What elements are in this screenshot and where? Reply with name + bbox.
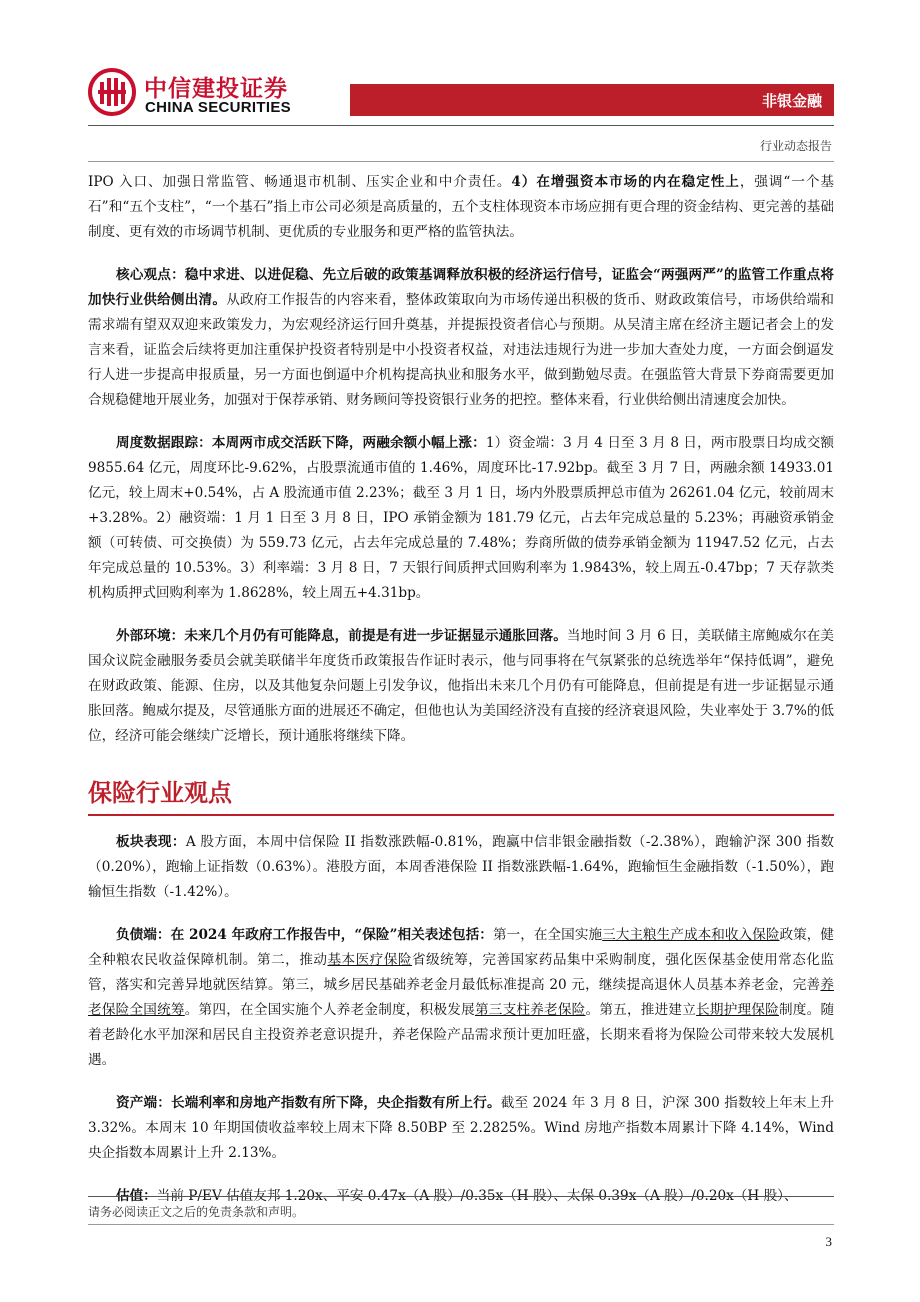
bold-lead: 核心观点：稳中求进、以进促稳、先立后破的政策基调释放积极的经济运行信号，证监会“两强两严”的监管工作重点将加快行业供给侧出清。 xyxy=(88,267,834,308)
underlined-term: 三大主粮生产成本和收入保险 xyxy=(602,927,780,943)
paragraph-weekly-data xyxy=(88,431,834,606)
text-run: IPO 入口、加强日常监管、畅通退市机制、压实企业和中介责任。 xyxy=(88,174,512,190)
text-run: ，强调“一个基石”和“五个支柱”，“一个基石”指上市公司必须是高质量的，五个支柱体现资本市场应拥有更合理的资金结构、更完善的基础制度、更有效的市场调节机制、更优质的专业服务和更严格的监管执法。 xyxy=(88,174,834,240)
footer-divider xyxy=(88,1196,834,1197)
paragraph-asset-side xyxy=(88,1091,834,1166)
page-header xyxy=(88,66,834,126)
bold-lead: 4）在增强资本市场的内在稳定性上 xyxy=(511,174,740,190)
header-divider xyxy=(88,125,834,126)
text-run: 截至 2024 年 3 月 8 日，沪深 300 指数较上年末上升 3.32%。本周末 10 年期国债收益率较上周末下降 8.50BP 至 2.2825%。Wind 房地产指数本周累计下降 4.14%，Wind 央企指数本周累计上升 2.13%。 xyxy=(88,1095,835,1161)
text-run: 。第四，在全国实施个人养老金制度，积极发展 xyxy=(184,1002,475,1018)
text-run: 政策，健全种粮农民收益保障机制。第二，推动 xyxy=(88,927,835,968)
underlined-term: 第三支柱养老保险 xyxy=(474,1002,586,1018)
paragraph-external-environment xyxy=(88,624,834,749)
header-divider-secondary xyxy=(88,161,834,162)
china-securities-logo-icon xyxy=(88,68,136,116)
bold-lead: 外部环境：未来几个月仍有可能降息，前提是有进一步证据显示通胀回落。 xyxy=(116,628,567,644)
paragraph-capital-market xyxy=(88,170,834,245)
brand-name-cn: 中信建投证券 xyxy=(144,76,288,102)
brand-name-en: CHINA SECURITIES xyxy=(145,99,291,116)
report-type: 行业动态报告 xyxy=(759,139,832,153)
bold-lead: 板块表现： xyxy=(116,834,186,850)
sector-badge xyxy=(350,84,834,116)
section-title-insurance: 保险行业观点 xyxy=(88,767,834,816)
text-run: 第一，在全国实施 xyxy=(492,927,603,943)
text-run: 。第五，推进建立 xyxy=(585,1002,697,1018)
bold-lead: 资产端：长端利率和房地产指数有所下降，央企指数有所上行。 xyxy=(116,1095,501,1111)
main-content xyxy=(88,170,834,1227)
page-number: 3 xyxy=(825,1234,832,1249)
paragraph-liability-side xyxy=(88,923,834,1073)
text-run: 1）资金端：3 月 4 日至 3 月 8 日，两市股票日均成交额 9855.64 亿元，周度环比-9.62%，占股票流通市值的 1.46%，周度环比-17.92bp。截至 3 月 7 日，两融余额 14933.01 亿元，较上周末+0.54%，占 A 股流通市值 2.23%；截至 3 月 1 日，场内外股票质押总市值为 26261.04 亿元，较前周末+3.28%。2）融资端：1 月 1 日至 3 月 8 日，IPO 承销金额为 181.79 亿元，占去年完成总量的 5.23%；再融资承销金额（可转债、可交换债）为 559.73 亿元，占去年完成总量的 7.48%；券商所做的债券承销金额为 11947.52 亿元，占去年完成总量的 10.53%。3）利率端：3 月 8 日，7 天银行间质押式回购利率为 1.9843%，较上周五-0.47bp；7 天存款类机构质押式回购利率为 1.8628%，较上周五+4.31bp。 xyxy=(88,435,834,601)
paragraph-sector-performance xyxy=(88,830,834,905)
text-run: 从政府工作报告的内容来看，整体政策取向为市场传递出积极的货币、财政政策信号，市场供给端和需求端有望双双迎来政策发力，为宏观经济运行回升奠基，并提振投资者信心与预期。从吴清主席在经济主题记者会上的发言来看，证监会后续将更加注重保护投资者特别是中小投资者权益，对违法违规行为进一步加大查处力度，一方面会倒逼发行人进一步提高申报质量，另一方面也倒逼中介机构提高执业和服务水平，做到勤勉尽责。在强监管大背景下券商需要更加合规稳健地开展业务，加强对于保荐承销、财务顾问等投资银行业务的把控。整体来看，行业供给侧出清速度会加快。 xyxy=(88,292,835,408)
underlined-term: 长期护理保险 xyxy=(696,1002,779,1018)
text-run: 省级统筹，完善国家药品集中采购制度，强化医保基金使用常态化监管，落实和完善异地就医结算。第三，城乡居民基础养老金月最低标准提高 20 元，继续提高退休人员基本养老金，完善 xyxy=(88,952,835,993)
bold-lead: 负债端：在 2024 年政府工作报告中，“保险”相关表述包括： xyxy=(116,927,493,943)
paragraph-core-view xyxy=(88,263,834,413)
underlined-term: 基本医疗保险 xyxy=(327,952,412,968)
text-run: 当前 P/EV 估值友邦 1.20x、平安 0.47x（A 股）/0.35x（H 股）、太保 0.39x（A 股）/0.20x（H 股）、 xyxy=(156,1188,798,1204)
footer-divider-secondary xyxy=(88,1224,834,1225)
underlined-term: 养老保险全国统筹 xyxy=(88,977,834,1018)
text-run: A 股方面，本周中信保险 II 指数涨跌幅-0.81%，跑赢中信非银金融指数（-2.38%），跑输沪深 300 指数（0.20%），跑输上证指数（0.63%）。港股方面，本周香港保险 II 指数涨跌幅-1.64%，跑输恒生金融指数（-1.50%），跑输恒生指数（-1.42%）。 xyxy=(88,834,834,900)
bold-lead: 估值： xyxy=(116,1188,157,1204)
sector-label: 非银金融 xyxy=(761,92,822,110)
bold-lead: 周度数据跟踪：本周两市成交活跃下降，两融余额小幅上涨： xyxy=(116,435,486,451)
disclaimer-note: 请务必阅读正文之后的免责条款和声明。 xyxy=(88,1205,305,1219)
text-run: 当地时间 3 月 6 日，美联储主席鲍威尔在美国众议院金融服务委员会就美联储半年度货币政策报告作证时表示，他与同事将在气氛紧张的总统选举年“保持低调”，避免在财政政策、能源、住房，以及其他复杂问题上引发争议，他指出未来几个月仍有可能降息，但前提是有进一步证据显示通胀回落。鲍威尔提及，尽管通胀方面的进展还不确定，但他也认为美国经济没有直接的经济衰退风险，失业率处于 3.7%的低位，经济可能会继续广泛增长，预计通胀将继续下降。 xyxy=(88,628,834,744)
text-run: 制度。随着老龄化水平加深和居民自主投资养老意识提升，养老保险产品需求预计更加旺盛，长期来看将为保险公司带来较大发展机遇。 xyxy=(88,1002,835,1068)
